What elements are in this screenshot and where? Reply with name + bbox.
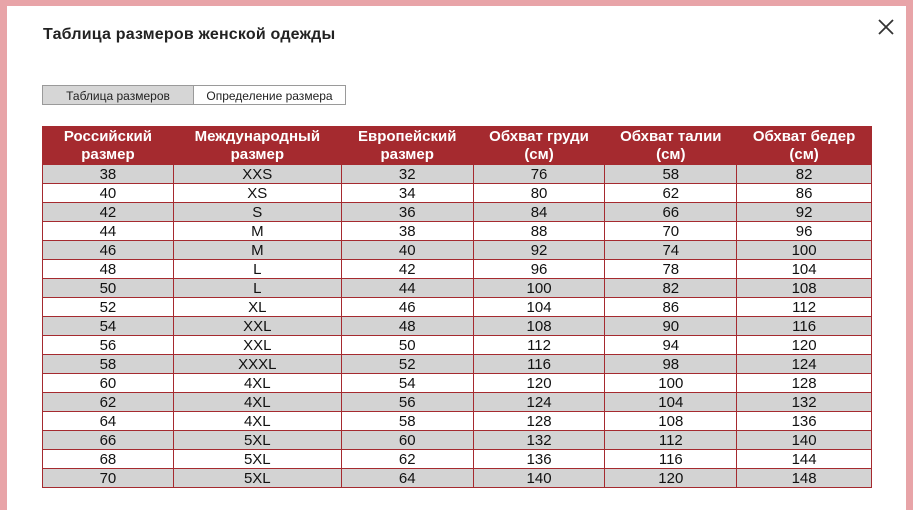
cell-international-size: 5XL <box>173 450 341 469</box>
cell-bust: 88 <box>473 222 605 241</box>
cell-hips: 100 <box>737 241 872 260</box>
cell-waist: 86 <box>605 298 737 317</box>
cell-international-size: XXL <box>173 317 341 336</box>
cell-hips: 148 <box>737 469 872 488</box>
cell-european-size: 58 <box>341 412 473 431</box>
table-row <box>43 165 872 184</box>
cell-bust: 76 <box>473 165 605 184</box>
cell-european-size: 40 <box>341 241 473 260</box>
cell-international-size: L <box>173 279 341 298</box>
cell-hips: 96 <box>737 222 872 241</box>
cell-russian-size: 52 <box>43 298 174 317</box>
cell-russian-size: 38 <box>43 165 174 184</box>
cell-waist: 100 <box>605 374 737 393</box>
cell-international-size: L <box>173 260 341 279</box>
cell-bust: 116 <box>473 355 605 374</box>
cell-hips: 82 <box>737 165 872 184</box>
cell-bust: 112 <box>473 336 605 355</box>
cell-international-size: M <box>173 222 341 241</box>
cell-russian-size: 68 <box>43 450 174 469</box>
cell-waist: 98 <box>605 355 737 374</box>
cell-russian-size: 46 <box>43 241 174 260</box>
cell-international-size: XXS <box>173 165 341 184</box>
cell-european-size: 60 <box>341 431 473 450</box>
cell-waist: 66 <box>605 203 737 222</box>
cell-waist: 58 <box>605 165 737 184</box>
cell-european-size: 62 <box>341 450 473 469</box>
cell-russian-size: 58 <box>43 355 174 374</box>
cell-international-size: XS <box>173 184 341 203</box>
table-row <box>43 260 872 279</box>
cell-international-size: 5XL <box>173 469 341 488</box>
table-row <box>43 317 872 336</box>
cell-bust: 140 <box>473 469 605 488</box>
cell-international-size: M <box>173 241 341 260</box>
table-row <box>43 355 872 374</box>
cell-european-size: 52 <box>341 355 473 374</box>
table-row <box>43 469 872 488</box>
table-row <box>43 184 872 203</box>
table-row <box>43 431 872 450</box>
cell-european-size: 48 <box>341 317 473 336</box>
cell-waist: 70 <box>605 222 737 241</box>
cell-hips: 132 <box>737 393 872 412</box>
tab-size-finder[interactable]: Определение размера <box>194 85 346 105</box>
header-international-size: Международный размер <box>173 127 341 165</box>
header-hips: Обхват бедер (см) <box>737 127 872 165</box>
cell-european-size: 32 <box>341 165 473 184</box>
cell-waist: 78 <box>605 260 737 279</box>
cell-international-size: 4XL <box>173 393 341 412</box>
cell-waist: 108 <box>605 412 737 431</box>
cell-hips: 104 <box>737 260 872 279</box>
dialog-title: Таблица размеров женской одежды <box>43 26 336 43</box>
cell-russian-size: 70 <box>43 469 174 488</box>
cell-european-size: 50 <box>341 336 473 355</box>
table-header-row <box>43 127 872 165</box>
cell-european-size: 42 <box>341 260 473 279</box>
table-row <box>43 279 872 298</box>
cell-bust: 124 <box>473 393 605 412</box>
cell-russian-size: 48 <box>43 260 174 279</box>
table-body <box>43 165 872 488</box>
table-row <box>43 241 872 260</box>
cell-hips: 144 <box>737 450 872 469</box>
cell-bust: 80 <box>473 184 605 203</box>
cell-bust: 84 <box>473 203 605 222</box>
table-row <box>43 336 872 355</box>
table-row <box>43 374 872 393</box>
cell-international-size: 4XL <box>173 412 341 431</box>
header-russian-size: Российский размер <box>43 127 174 165</box>
cell-international-size: XXXL <box>173 355 341 374</box>
cell-russian-size: 60 <box>43 374 174 393</box>
table-row <box>43 450 872 469</box>
table-row <box>43 393 872 412</box>
cell-international-size: 4XL <box>173 374 341 393</box>
cell-bust: 100 <box>473 279 605 298</box>
cell-bust: 92 <box>473 241 605 260</box>
cell-bust: 132 <box>473 431 605 450</box>
cell-hips: 108 <box>737 279 872 298</box>
size-table <box>42 126 872 488</box>
cell-waist: 90 <box>605 317 737 336</box>
tab-bar <box>42 85 346 105</box>
cell-bust: 96 <box>473 260 605 279</box>
cell-european-size: 34 <box>341 184 473 203</box>
cell-russian-size: 66 <box>43 431 174 450</box>
cell-european-size: 56 <box>341 393 473 412</box>
cell-hips: 92 <box>737 203 872 222</box>
table-row <box>43 222 872 241</box>
header-waist: Обхват талии (см) <box>605 127 737 165</box>
cell-bust: 136 <box>473 450 605 469</box>
cell-international-size: 5XL <box>173 431 341 450</box>
cell-international-size: XL <box>173 298 341 317</box>
cell-european-size: 36 <box>341 203 473 222</box>
tab-size-table[interactable]: Таблица размеров <box>42 85 194 105</box>
close-icon[interactable] <box>875 16 897 38</box>
cell-european-size: 54 <box>341 374 473 393</box>
cell-waist: 116 <box>605 450 737 469</box>
cell-hips: 120 <box>737 336 872 355</box>
cell-european-size: 46 <box>341 298 473 317</box>
cell-russian-size: 54 <box>43 317 174 336</box>
header-bust: Обхват груди (см) <box>473 127 605 165</box>
cell-hips: 124 <box>737 355 872 374</box>
cell-hips: 86 <box>737 184 872 203</box>
cell-russian-size: 44 <box>43 222 174 241</box>
cell-european-size: 44 <box>341 279 473 298</box>
cell-waist: 120 <box>605 469 737 488</box>
table-row <box>43 412 872 431</box>
cell-waist: 104 <box>605 393 737 412</box>
cell-waist: 94 <box>605 336 737 355</box>
table-row <box>43 203 872 222</box>
cell-waist: 74 <box>605 241 737 260</box>
cell-waist: 112 <box>605 431 737 450</box>
cell-russian-size: 56 <box>43 336 174 355</box>
cell-international-size: XXL <box>173 336 341 355</box>
cell-hips: 136 <box>737 412 872 431</box>
cell-hips: 116 <box>737 317 872 336</box>
cell-hips: 112 <box>737 298 872 317</box>
cell-waist: 62 <box>605 184 737 203</box>
cell-waist: 82 <box>605 279 737 298</box>
cell-russian-size: 50 <box>43 279 174 298</box>
cell-international-size: S <box>173 203 341 222</box>
cell-bust: 120 <box>473 374 605 393</box>
header-european-size: Европейский размер <box>341 127 473 165</box>
cell-bust: 104 <box>473 298 605 317</box>
cell-hips: 140 <box>737 431 872 450</box>
cell-russian-size: 62 <box>43 393 174 412</box>
cell-russian-size: 40 <box>43 184 174 203</box>
table-row <box>43 298 872 317</box>
cell-russian-size: 64 <box>43 412 174 431</box>
cell-european-size: 64 <box>341 469 473 488</box>
cell-russian-size: 42 <box>43 203 174 222</box>
cell-bust: 128 <box>473 412 605 431</box>
cell-european-size: 38 <box>341 222 473 241</box>
cell-bust: 108 <box>473 317 605 336</box>
cell-hips: 128 <box>737 374 872 393</box>
